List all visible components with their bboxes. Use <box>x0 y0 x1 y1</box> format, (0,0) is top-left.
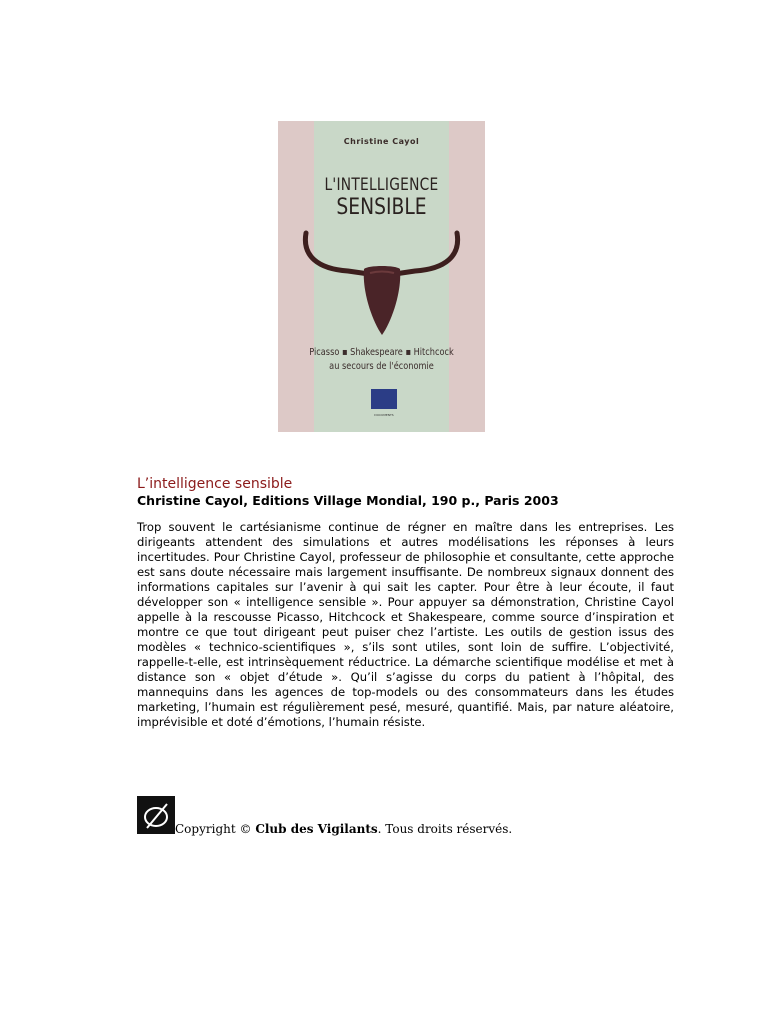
cover-subtitle-line2: au secours de l'économie <box>329 361 434 372</box>
bull-head-sculpture <box>278 121 485 432</box>
book-title: L’intelligence sensible <box>137 476 293 492</box>
copyright-line <box>175 822 512 836</box>
copyright-logo-icon <box>137 796 175 834</box>
publisher-logo <box>371 389 397 409</box>
book-review: Trop souvent le cartésianisme continue de régner en maître dans les entreprises. Les dirigeants attendent des simulations et autres modélisations les réponses à leurs incertitudes. Pour Christine Cayol, professeur de philosophie et consultante, cette approche est sans doute nécessaire mais largement insuffisante. De nombreux signaux donnent des informations capitales sur l’avenir à qui sait les capter. Pour être à leur écoute, il faut développer son « intelligence sensible ». Pour appuyer sa démonstration, Christine Cayol appelle à la rescousse Picasso, Hitchcock et Shakespeare, comme source d’inspiration et montre ce que tout dirigeant peut puiser chez l’artiste. Les outils de gestion issus des modèles « technico-scientifiques », s’ils sont utiles, sont loin de suffire. L’objectivité, rappelle-t-elle, est intrinsèquement réductrice. La démarche scientifique modélise et met à distance son « objet d’étude ». Qu’il s’agisse du corps du patient à l’hôpital, des mannequins dans les agences de top-models ou des consommateurs dans les études marketing, l’humain est régulièrement pesé, mesuré, quantifié. Mais, par nature aléatoire, imprévisible et doté d’émotions, l’humain résiste. <box>137 520 674 729</box>
publisher-caption: DOCUMENTS <box>374 413 394 417</box>
cover-subtitle-line1: Picasso ▪ Shakespeare ▪ Hitchcock <box>309 347 454 358</box>
cover-title-line1: L'INTELLIGENCE <box>324 175 439 195</box>
copyright-prefix: Copyright © <box>175 822 256 836</box>
cover-title-line2: SENSIBLE <box>336 195 427 220</box>
cover-author: Christine Cayol <box>343 137 420 146</box>
organization-name: Club des Vigilants <box>255 822 378 836</box>
book-cover <box>278 121 485 432</box>
rights-text: . Tous droits réservés. <box>377 822 513 836</box>
book-details: Christine Cayol, Editions Village Mondial, 190 p., Paris 2003 <box>137 493 559 508</box>
